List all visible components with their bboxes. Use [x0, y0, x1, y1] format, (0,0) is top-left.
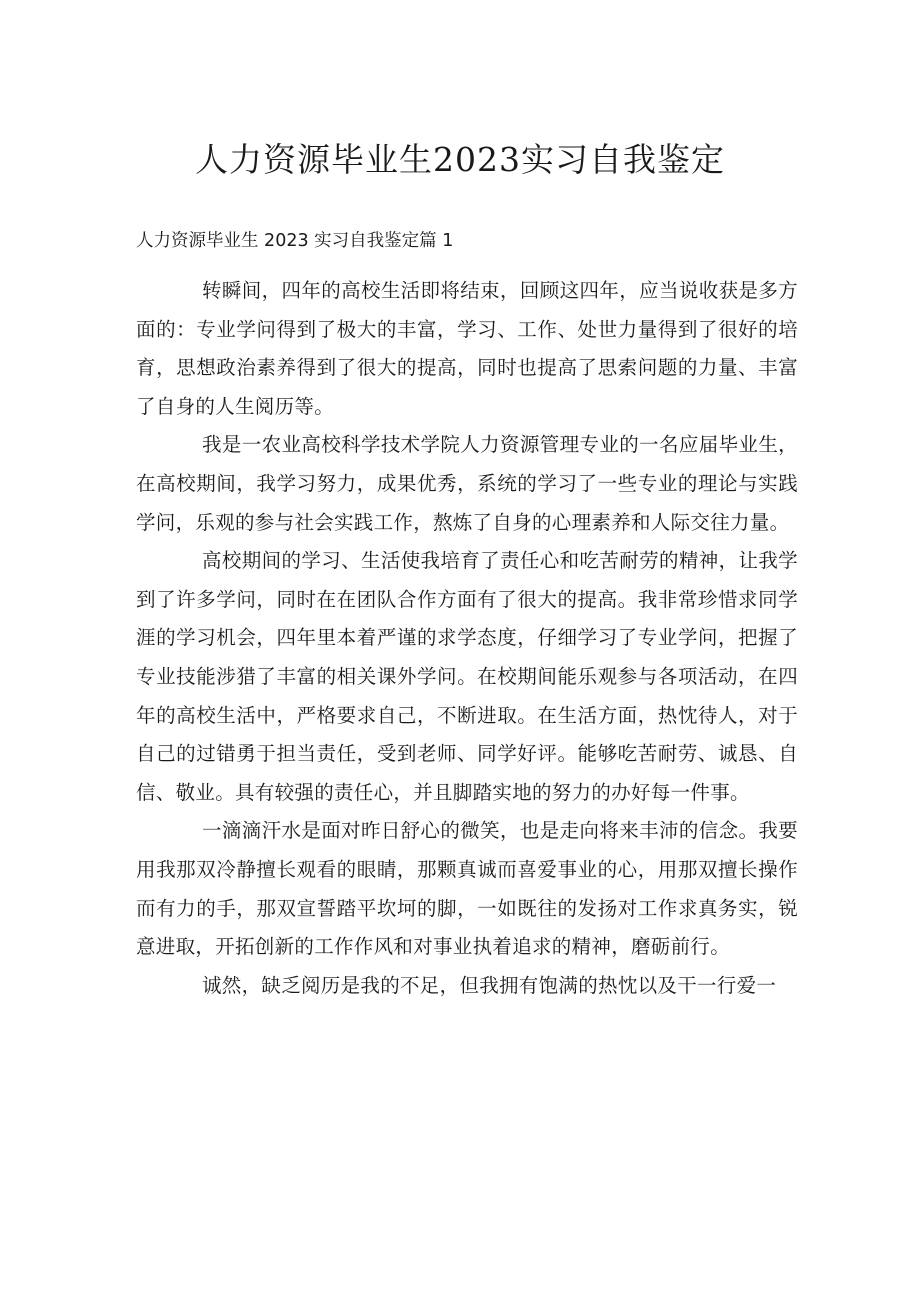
paragraph: 诚然，缺乏阅历是我的不足，但我拥有饱满的热忱以及干一行爱一: [202, 973, 777, 997]
paragraph: 一滴滴汗水是面对昨日舒心的微笑，也是走向将来丰沛的信念。我要用我那双冷静擅长观看的眼睛，那颗真诚而喜爱事业的心，用那双擅长操作而有力的手，那双宣誓踏平坎坷的脚，一如既往的发扬对工作求真务实，锐意进取，开拓创新的工作作风和对事业执着追求的精神，磨砺前行。: [136, 819, 798, 959]
document-body: [136, 272, 798, 1005]
document-title: 人力资源毕业生2023实习自我鉴定: [195, 140, 725, 179]
section-heading: 人力资源毕业生 2023 实习自我鉴定篇 1: [136, 231, 454, 251]
paragraph: 转瞬间，四年的高校生活即将结束，回顾这四年，应当说收获是多方面的：专业学问得到了极大的丰富，学习、工作、处世力量得到了很好的培育，思想政治素养得到了很大的提高，同时也提高了思索问题的力量、丰富了自身的人生阅历等。: [136, 279, 798, 418]
paragraph: 我是一农业高校科学技术学院人力资源管理专业的一名应届毕业生，在高校期间，我学习努力，成果优秀，系统的学习了一些专业的理论与实践学问，乐观的参与社会实践工作，熬炼了自身的心理素养和人际交往力量。: [136, 433, 798, 534]
paragraph: 高校期间的学习、生活使我培育了责任心和吃苦耐劳的精神，让我学到了许多学问，同时在在团队合作方面有了很大的提高。我非常珍惜求同学涯的学习机会，四年里本着严谨的求学态度，仔细学习了专业学问，把握了专业技能涉猎了丰富的相关课外学问。在校期间能乐观参与各项活动，在四年的高校生活中，严格要求自己，不断进取。在生活方面，热忱待人，对于自己的过错勇于担当责任，受到老师、同学好评。能够吃苦耐劳、诚恳、自信、敬业。具有较强的责任心，并且脚踏实地的努力的办好每一件事。: [136, 549, 798, 804]
